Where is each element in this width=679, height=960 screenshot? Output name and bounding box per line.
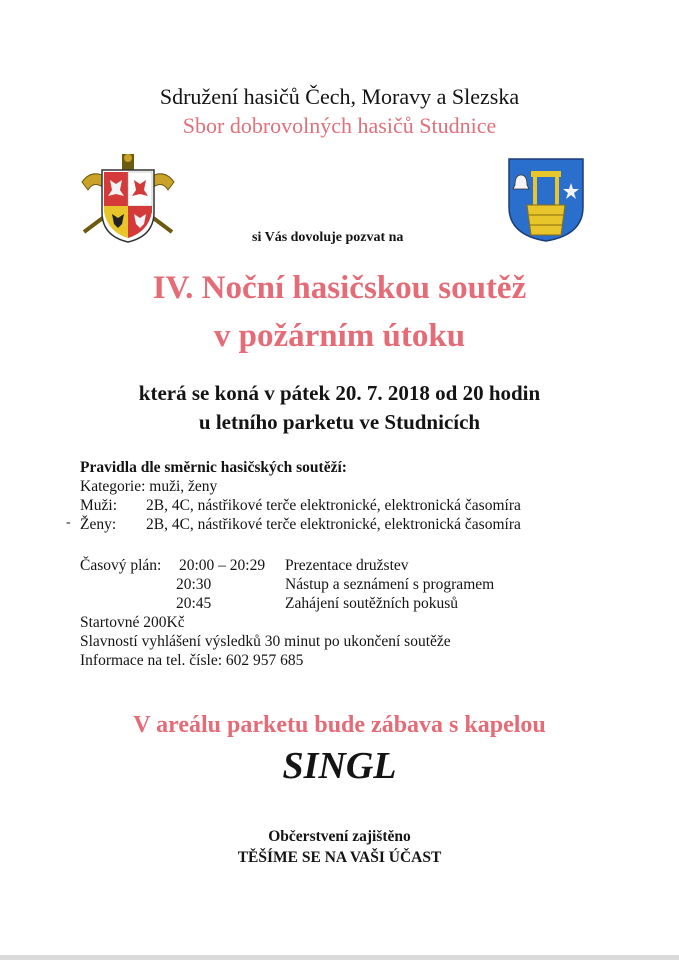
contact-info: Informace na tel. čísle: 602 957 685 [80, 652, 304, 669]
event-title-line2: v požárním útoku [213, 318, 466, 354]
refreshments-note: Občerstvení zajištěno [268, 828, 411, 845]
schedule-activity-3: Zahájení soutěžních pokusů [285, 595, 459, 612]
rules-men-label: Muži: [80, 497, 118, 514]
awards-ceremony: Slavností vyhlášení výsledků 30 minut po ukončení soutěže [80, 633, 451, 650]
organization-name: Sdružení hasičů Čech, Moravy a Slezska [159, 84, 520, 109]
branch-name: Sbor dobrovolných hasičů Studnice [182, 113, 497, 138]
rules-heading: Pravidla dle směrnic hasičských soutěží: [80, 459, 347, 476]
margin-mark: - [66, 515, 71, 530]
schedule-time-1: 20:00 – 20:29 [179, 557, 266, 574]
rules-women-label: Ženy: [80, 516, 117, 533]
schedule-time-3: 20:45 [176, 595, 212, 612]
schedule-label: Časový plán: [80, 557, 162, 574]
entertainment-line: V areálu parketu bude zábava s kapelou [133, 712, 546, 738]
start-fee: Startovné 200Kč [80, 614, 185, 631]
page-edge-shadow [0, 955, 679, 960]
schedule-activity-2: Nástup a seznámení s programem [285, 576, 495, 593]
rules-men-value: 2B, 4C, nástřikové terče elektronické, elektronická časomíra [146, 497, 521, 514]
rules-women-value: 2B, 4C, nástřikové terče elektronické, elektronická časomíra [146, 516, 521, 533]
rules-block [80, 0, 679, 700]
rules-categories: Kategorie: muži, ženy [80, 478, 218, 495]
band-name: SINGL [282, 745, 397, 787]
event-title-line1: IV. Noční hasičskou soutěž [152, 270, 527, 306]
schedule-time-2: 20:30 [176, 576, 212, 593]
event-venue-line: u letního parketu ve Studnicích [198, 410, 481, 434]
event-date-line: která se koná v pátek 20. 7. 2018 od 20 hodin [138, 381, 541, 405]
closing-line: TĚŠÍME SE NA VAŠI ÚČAST [237, 849, 442, 866]
schedule-activity-1: Prezentace družstev [285, 557, 409, 574]
invitation-line: si Vás dovoluje pozvat na [252, 230, 404, 245]
